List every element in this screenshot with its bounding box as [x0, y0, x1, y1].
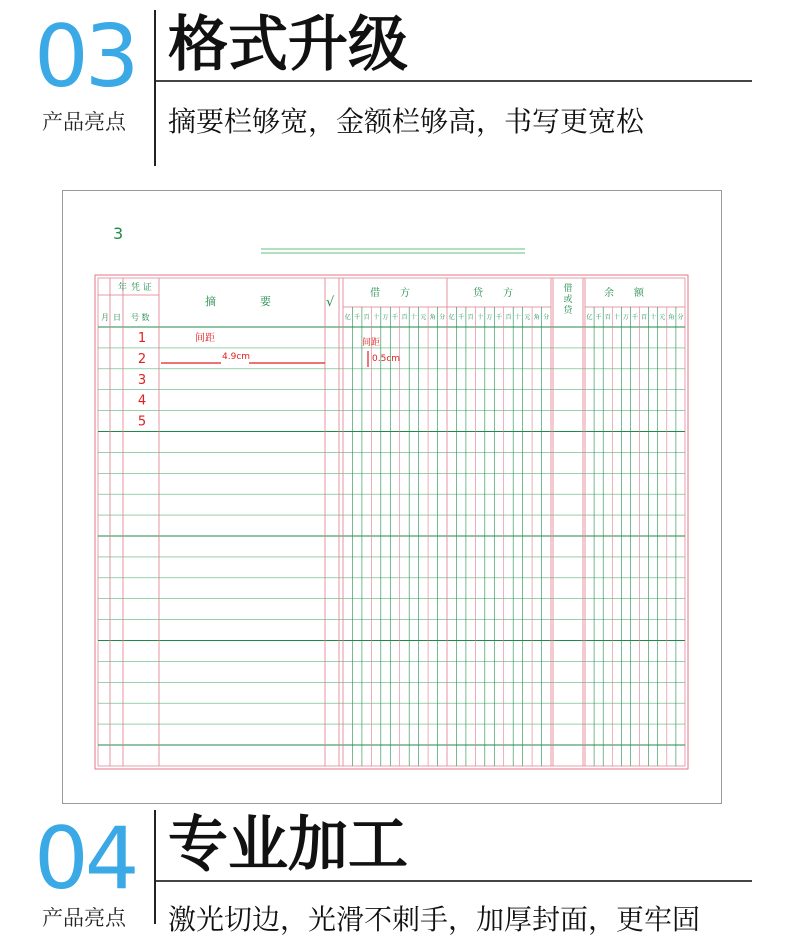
- section-title: 格式升级: [168, 10, 408, 80]
- section-title: 专业加工: [168, 810, 408, 880]
- digit-unit-balance: 十: [613, 314, 620, 321]
- digit-unit-balance: 万: [622, 314, 629, 321]
- row-numbers: [138, 331, 146, 430]
- section-description: 激光切边，光滑不刺手，加厚封面，更牢固: [168, 903, 701, 936]
- section-description: 摘要栏够宽，金额栏够高，书写更宽松: [168, 105, 645, 138]
- header-month: 月: [101, 313, 109, 322]
- section-number: 04: [34, 809, 136, 909]
- digit-unit-debit: 百: [401, 314, 408, 321]
- divider-horizontal: [156, 880, 752, 882]
- digit-unit-labels: [345, 313, 684, 321]
- header-voucher: 凭 证: [131, 283, 152, 293]
- digit-unit-debit: 亿: [344, 314, 351, 321]
- header-dc-char: 借: [563, 284, 573, 294]
- digit-unit-credit: 千: [458, 314, 465, 321]
- section-number: 03: [34, 7, 136, 107]
- digit-unit-debit: 千: [354, 314, 361, 321]
- page-number: 3: [113, 224, 124, 243]
- header-day: 日: [113, 313, 121, 322]
- digit-unit-credit: 亿: [448, 314, 455, 321]
- digit-unit-debit: 千: [391, 314, 399, 321]
- annotation-height-value: 0.5cm: [372, 354, 401, 364]
- digit-unit-credit: 元: [524, 314, 531, 321]
- digit-unit-credit: 千: [495, 314, 503, 321]
- row-number: 3: [137, 372, 147, 388]
- header-debit: 借 方: [370, 288, 410, 299]
- ledger-inner-border: [98, 278, 685, 766]
- digit-unit-debit: 元: [420, 314, 427, 321]
- section-subtitle: 产品亮点: [42, 110, 126, 134]
- section-04: [0, 806, 790, 936]
- section-03: [0, 0, 790, 170]
- header-debit-or-credit: [563, 282, 573, 316]
- section-subtitle: 产品亮点: [42, 906, 126, 930]
- row-number: 1: [137, 331, 147, 346]
- digit-unit-debit: 分: [439, 314, 446, 321]
- header-balance: 余 额: [604, 288, 644, 299]
- header-dc-char: 贷: [563, 306, 573, 316]
- ledger-sheet: [63, 191, 721, 803]
- digit-unit-balance: 十: [650, 314, 657, 321]
- annotation-width-value: 4.9cm: [222, 352, 251, 362]
- digit-unit-balance: 元: [659, 314, 666, 321]
- digit-unit-balance: 千: [631, 314, 639, 321]
- digit-unit-credit: 万: [486, 314, 493, 321]
- divider-vertical: [154, 810, 156, 924]
- digit-unit-debit: 百: [363, 314, 370, 321]
- digit-unit-debit: 角: [429, 314, 436, 321]
- digit-unit-balance: 亿: [586, 314, 593, 321]
- digit-unit-balance: 百: [604, 314, 611, 321]
- ledger-grid: [95, 275, 688, 769]
- digit-unit-balance: 百: [641, 314, 648, 321]
- measurement-annotations: [161, 331, 400, 367]
- digit-unit-credit: 分: [543, 314, 550, 321]
- row-number: 4: [137, 393, 147, 409]
- digit-unit-credit: 角: [533, 314, 540, 321]
- row-number: 5: [137, 414, 147, 430]
- digit-unit-credit: 十: [477, 314, 484, 321]
- header-summary: 摘 要: [205, 295, 271, 308]
- header-year: 年: [118, 283, 128, 293]
- digit-unit-credit: 百: [467, 314, 474, 321]
- header-check: √: [326, 295, 335, 310]
- ledger-image: [62, 190, 722, 804]
- digit-unit-debit: 万: [382, 314, 389, 321]
- digit-unit-debit: 十: [373, 314, 380, 321]
- digit-unit-balance: 千: [595, 314, 602, 321]
- row-number: 2: [137, 351, 147, 367]
- digit-unit-credit: 百: [505, 314, 512, 321]
- annotation-spacing-height: 间距: [362, 338, 381, 348]
- header-voucher-no: 号 数: [131, 313, 150, 322]
- header-dc-char: 或: [563, 295, 573, 305]
- annotation-spacing-width: 间距: [195, 333, 215, 344]
- ledger-outer-border: [95, 275, 688, 769]
- divider-vertical: [154, 10, 156, 166]
- digit-unit-balance: 角: [668, 314, 675, 321]
- divider-horizontal: [156, 80, 752, 82]
- digit-unit-debit: 十: [410, 314, 417, 321]
- header-credit: 贷 方: [473, 288, 513, 299]
- digit-unit-credit: 十: [514, 314, 521, 321]
- digit-unit-balance: 分: [677, 314, 684, 321]
